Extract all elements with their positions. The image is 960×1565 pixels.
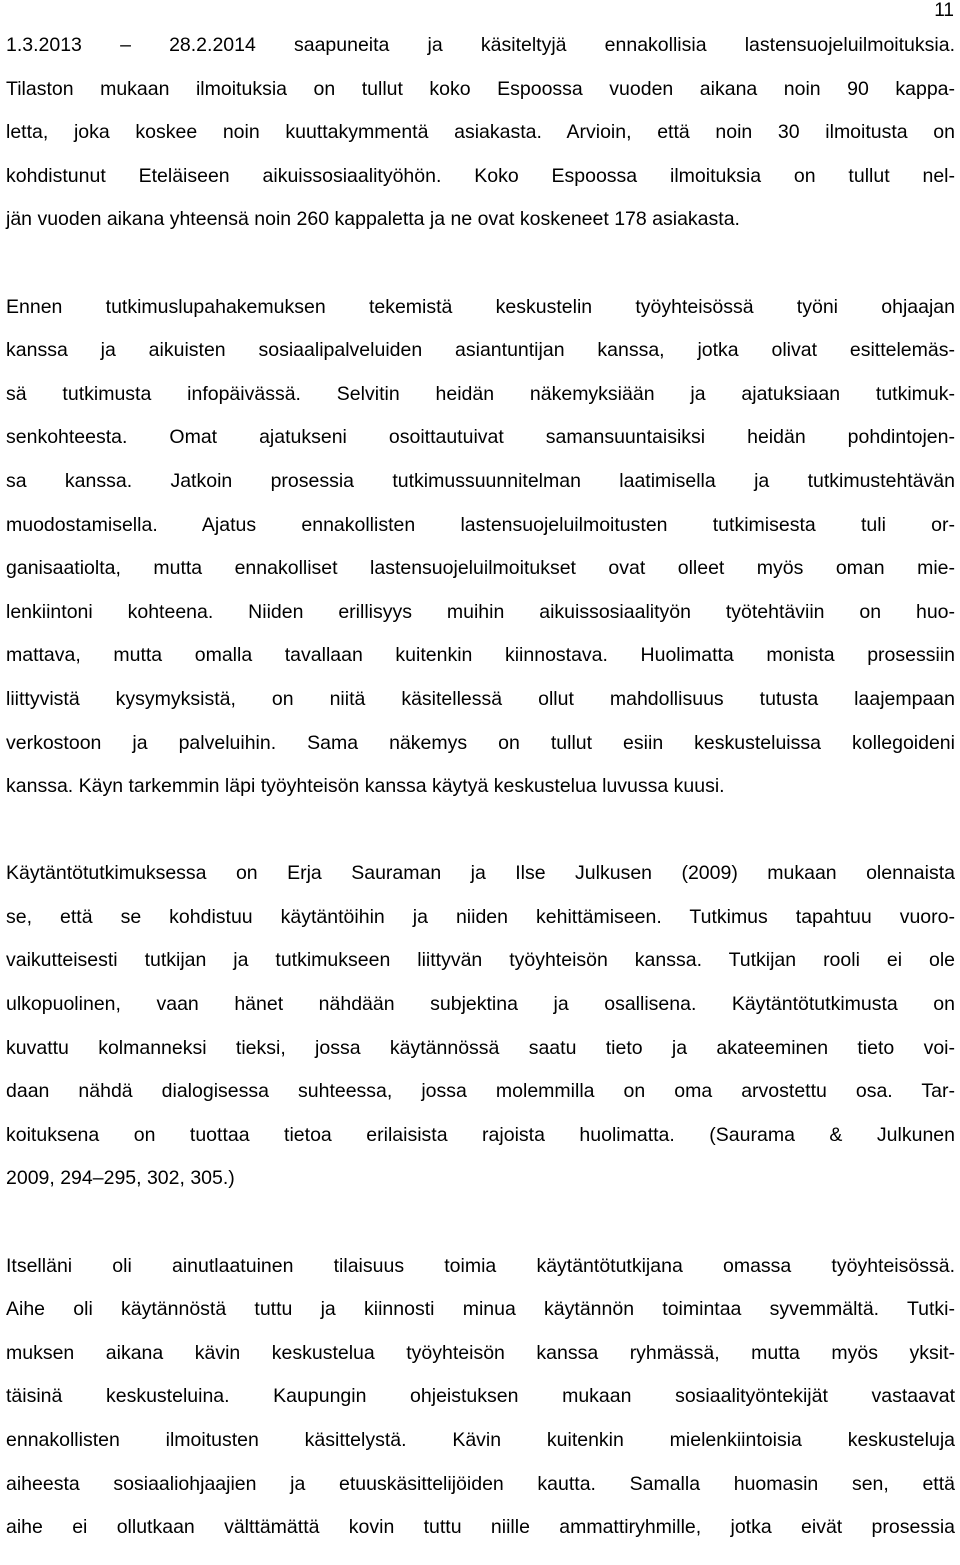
text-line: Käytäntötutkimuksessa on Erja Sauraman ja Ilse Julkusen (2009) mukaan olennaista bbox=[6, 862, 955, 885]
text-line: letta, joka koskee noin kuuttakymmentä asiakasta. Arvioin, että noin 30 ilmoitusta on bbox=[6, 121, 955, 144]
text-line: verkostoon ja palveluihin. Sama näkemys on tullut esiin keskusteluissa kollegoideni bbox=[6, 731, 955, 754]
paragraph bbox=[6, 852, 955, 1201]
paragraph-spacer bbox=[6, 242, 955, 286]
text-line: liittyvistä kysymyksistä, on niitä käsitellessä ollut mahdollisuus tutusta laajempaan bbox=[6, 687, 955, 710]
text-line: Itselläni oli ainutlaatuinen tilaisuus toimia käytäntötutkijana omassa työyhteisössä. bbox=[6, 1254, 955, 1277]
text-line: kanssa ja aikuisten sosiaalipalveluiden asiantuntijan kanssa, jotka olivat esittelemäs- bbox=[6, 339, 955, 362]
text-line: ulkopuolinen, vaan hänet nähdään subjektina ja osallisena. Käytäntötutkimusta on bbox=[6, 993, 955, 1016]
text-line: ganisaatiolta, mutta ennakolliset lastensuojeluilmoitukset ovat olleet myös oman mie- bbox=[6, 557, 955, 580]
text-line: 2009, 294–295, 302, 305.) bbox=[6, 1167, 235, 1190]
text-line: vaikutteisesti tutkijan ja tutkimukseen liittyvän työyhteisön kanssa. Tutkijan rooli ei ole bbox=[6, 949, 955, 972]
text-line: daan nähdä dialogisessa suhteessa, jossa molemmilla on oma arvostettu osa. Tar- bbox=[6, 1080, 955, 1103]
page-number: 11 bbox=[934, 0, 954, 21]
text-line: Aihe oli käytännöstä tuttu ja kiinnosti minua käytännön toimintaa syvemmältä. Tutki- bbox=[6, 1298, 955, 1321]
paragraph bbox=[6, 1245, 955, 1550]
paragraph bbox=[6, 24, 955, 242]
document-body bbox=[6, 24, 955, 1550]
text-line: Tilaston mukaan ilmoituksia on tullut koko Espoossa vuoden aikana noin 90 kappa- bbox=[6, 77, 955, 100]
text-line: kanssa. Käyn tarkemmin läpi työyhteisön kanssa käytyä keskustelua luvussa kuusi. bbox=[6, 775, 725, 798]
paragraph bbox=[6, 286, 955, 809]
text-line: koituksena on tuottaa tietoa erilaisista rajoista huolimatta. (Saurama & Julkunen bbox=[6, 1123, 955, 1146]
text-line: muksen aikana kävin keskustelua työyhteisön kanssa ryhmässä, mutta myös yksit- bbox=[6, 1341, 955, 1364]
text-line: lenkiintoni kohteena. Niiden erillisyys muihin aikuissosiaalityön työtehtäviin on huo- bbox=[6, 600, 955, 623]
text-line: aiheesta sosiaaliohjaajien ja etuuskäsittelijöiden kautta. Samalla huomasin sen, että bbox=[6, 1472, 955, 1495]
text-line: 1.3.2013 – 28.2.2014 saapuneita ja käsiteltyjä ennakollisia lastensuojeluilmoituksia. bbox=[6, 34, 955, 56]
text-line: kohdistunut Eteläiseen aikuissosiaalityöhön. Koko Espoossa ilmoituksia on tullut nel- bbox=[6, 164, 955, 187]
paragraph-spacer bbox=[6, 809, 955, 853]
text-line: sä tutkimusta infopäivässä. Selvitin heidän näkemyksiään ja ajatuksiaan tutkimuk- bbox=[6, 382, 955, 405]
text-line: sa kanssa. Jatkoin prosessia tutkimussuunnitelman laatimisella ja tutkimustehtävän bbox=[6, 469, 955, 492]
text-line: senkohteesta. Omat ajatukseni osoittautuivat samansuuntaisiksi heidän pohdintojen- bbox=[6, 426, 955, 449]
text-line: muodostamisella. Ajatus ennakollisten lastensuojeluilmoitusten tutkimisesta tuli or- bbox=[6, 513, 955, 536]
paragraph-spacer bbox=[6, 1201, 955, 1245]
text-line: jän vuoden aikana yhteensä noin 260 kappaletta ja ne ovat koskeneet 178 asiakasta. bbox=[6, 208, 740, 231]
text-line: aihe ei ollutkaan välttämättä kovin tuttu niille ammattiryhmille, jotka eivät prosessia bbox=[6, 1516, 955, 1539]
text-line: se, että se kohdistuu käytäntöihin ja niiden kehittämiseen. Tutkimus tapahtuu vuoro- bbox=[6, 905, 955, 928]
text-line: Ennen tutkimuslupahakemuksen tekemistä keskustelin työyhteisössä työni ohjaajan bbox=[6, 295, 955, 318]
text-line: mattava, mutta omalla tavallaan kuitenkin kiinnostava. Huolimatta monista prosessiin bbox=[6, 644, 955, 667]
text-line: ennakollisten ilmoitusten käsittelystä. Kävin kuitenkin mielenkiintoisia keskusteluja bbox=[6, 1429, 955, 1451]
text-line: täisinä keskusteluina. Kaupungin ohjeistuksen mukaan sosiaalityöntekijät vastaavat bbox=[6, 1385, 955, 1408]
text-line: kuvattu kolmanneksi tieksi, jossa käytännössä saatu tieto ja akateeminen tieto voi- bbox=[6, 1036, 955, 1059]
